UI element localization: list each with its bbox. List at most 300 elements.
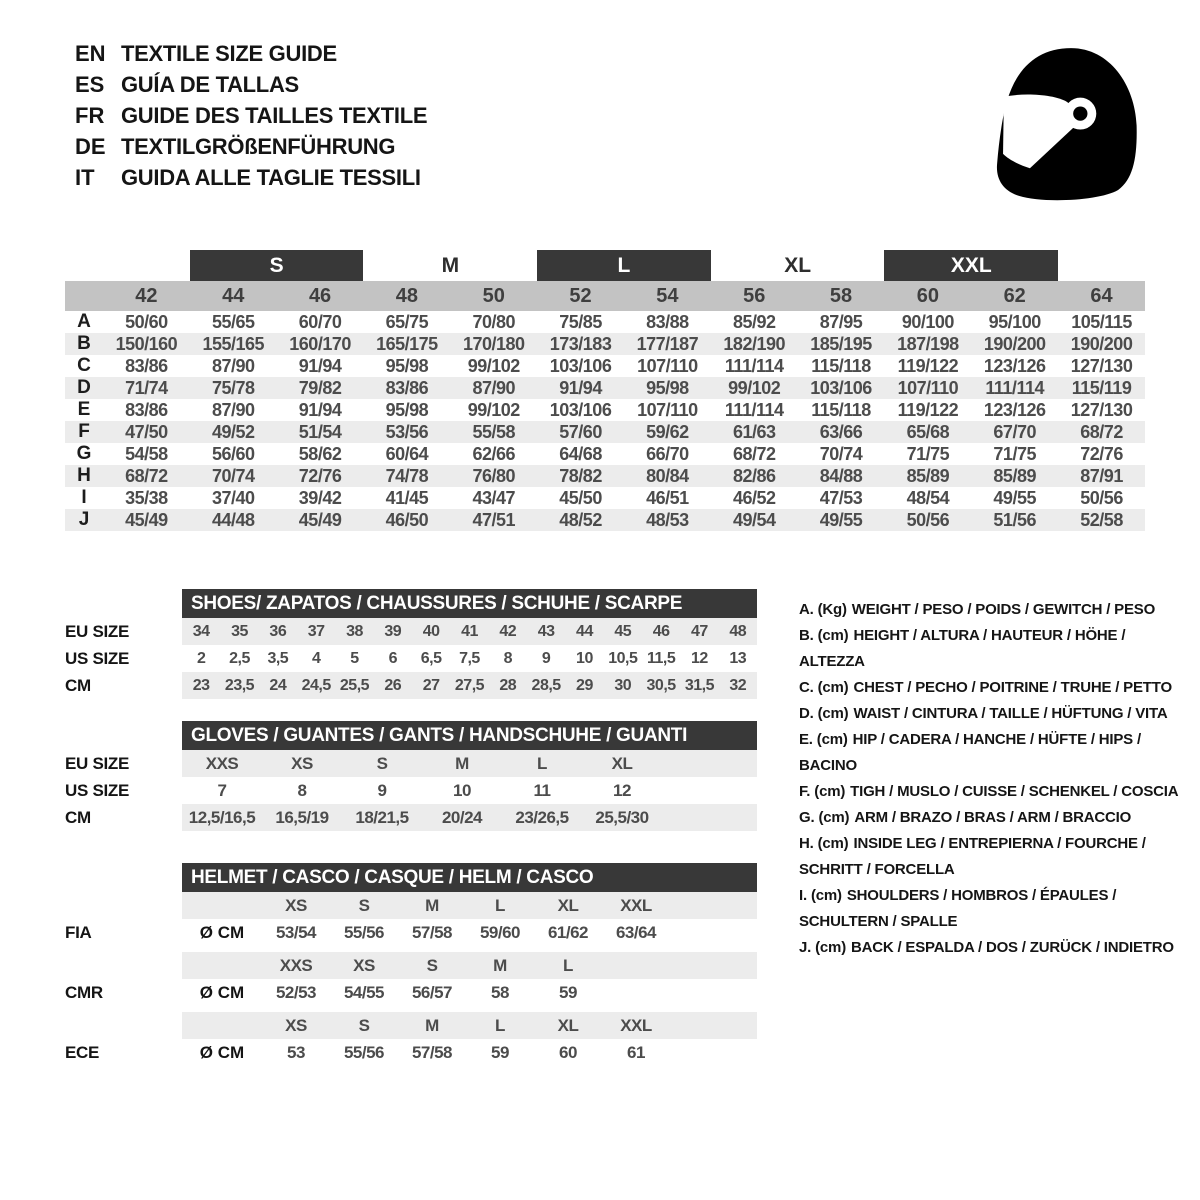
- helmet-size-cell: 57/58: [411, 1042, 453, 1062]
- size-value-cell: 48/54: [906, 487, 950, 508]
- legend-text: ARM / BRAZO / BRAS / ARM / BRACCIO: [854, 809, 1132, 826]
- size-value-cell: 107/110: [637, 355, 698, 376]
- shoes-size-cell: 26: [374, 672, 412, 699]
- size-value-cell: 111/114: [724, 355, 784, 376]
- size-column-header: 58: [798, 281, 885, 311]
- size-value-cell: 62/66: [472, 443, 515, 464]
- size-value-cell: 119/122: [897, 399, 959, 420]
- helmet-size-cell: 53/54: [275, 922, 317, 942]
- measurement-row-label: J: [65, 509, 103, 531]
- language-code: IT: [75, 165, 95, 190]
- shoes-size-cell: 24: [259, 672, 297, 699]
- size-value-cell: 83/86: [125, 399, 168, 420]
- size-value-cell: 51/54: [277, 421, 364, 443]
- helmet-size-cell: 56/57: [411, 982, 453, 1002]
- title-spacer: [65, 589, 182, 618]
- size-value-cell: 50/60: [125, 311, 168, 332]
- helmet-value-row: [65, 979, 757, 1006]
- size-row: [65, 777, 757, 804]
- size-value-cell: 54/58: [125, 443, 168, 464]
- size-value-cell: 49/52: [190, 421, 277, 443]
- size-group-label: XL: [784, 253, 812, 277]
- gloves-size-cell: XS: [262, 750, 342, 777]
- size-row: [65, 618, 757, 645]
- measurement-row-label: G: [76, 443, 92, 464]
- size-value-cell: 99/102: [467, 355, 520, 376]
- size-row: [65, 672, 757, 699]
- helmet-size-header: M: [398, 892, 466, 919]
- size-column-header: 56: [711, 281, 798, 311]
- helmet-size-cell: 54/55: [343, 982, 385, 1002]
- helmet-unit-label: Ø CM: [199, 922, 245, 942]
- size-value-cell: 170/180: [450, 333, 537, 355]
- size-value-cell: 105/115: [1071, 311, 1132, 332]
- measurement-row: [65, 355, 1145, 377]
- size-value-cell: 49/55: [798, 509, 885, 531]
- size-value-cell: 46/52: [732, 487, 776, 508]
- shoes-size-cell: 39: [374, 618, 412, 645]
- size-value-cell: 115/118: [811, 355, 871, 376]
- size-number-spacer: [65, 281, 103, 311]
- size-value-cell: 123/126: [983, 355, 1046, 376]
- shoes-size-cell: 6: [388, 649, 397, 667]
- legend-key: H.: [799, 835, 814, 852]
- gloves-size-cell: 9: [377, 780, 387, 800]
- helmet-size-cell: 61: [627, 1042, 645, 1062]
- shoes-size-cell: 44: [565, 618, 603, 645]
- size-value-cell: 103/106: [798, 377, 885, 399]
- section-title-bar: HELMET / CASCO / CASQUE / HELM / CASCO: [182, 863, 757, 892]
- size-group-label: M: [441, 253, 460, 277]
- guide-title: TEXTILE SIZE GUIDE: [121, 41, 337, 66]
- gloves-size-section: [65, 721, 757, 831]
- measurement-row: [65, 487, 1145, 509]
- size-value-cell: 85/89: [884, 465, 971, 487]
- shoes-size-cell: 27,5: [450, 672, 488, 699]
- legend-key: I.: [799, 887, 807, 904]
- helmet-size-cell: 55/56: [343, 922, 385, 942]
- helmet-value-row: [65, 919, 757, 946]
- shoes-size-cell: 2,5: [229, 649, 250, 667]
- shoes-size-cell: 7,5: [459, 649, 480, 667]
- helmet-size-header: S: [330, 1012, 398, 1039]
- helmet-size-header: XS: [330, 952, 398, 979]
- guide-title: GUÍA DE TALLAS: [121, 72, 299, 97]
- size-value-cell: 99/102: [711, 377, 798, 399]
- guide-title: GUIDA ALLE TAGLIE TESSILI: [121, 165, 421, 190]
- size-value-cell: 55/65: [211, 311, 255, 332]
- language-code: FR: [75, 103, 105, 128]
- helmet-size-cell: 52/53: [275, 982, 317, 1002]
- size-value-cell: 95/98: [624, 377, 711, 399]
- language-code: EN: [75, 41, 106, 66]
- size-value-cell: 70/74: [190, 465, 277, 487]
- size-value-cell: 115/119: [1058, 377, 1145, 399]
- size-value-cell: 37/40: [211, 487, 255, 508]
- helmet-size-header: XXL: [602, 1012, 670, 1039]
- shoes-size-cell: 45: [604, 618, 642, 645]
- legend-text: TIGH / MUSLO / CUISSE / SCHENKEL / COSCIA: [850, 783, 1179, 800]
- shoes-size-cell: 4: [311, 649, 321, 667]
- size-column-header: 54: [624, 281, 711, 311]
- size-value-cell: 63/66: [798, 421, 885, 443]
- helmet-size-cell: 63/64: [615, 922, 657, 942]
- shoes-size-cell: 42: [489, 618, 527, 645]
- helmet-size-cell: 59: [491, 1042, 509, 1062]
- shoes-size-cell: 43: [527, 618, 565, 645]
- gloves-size-cell: [662, 750, 757, 777]
- size-value-cell: 190/200: [1058, 333, 1145, 355]
- measurement-row-label: F: [65, 421, 103, 443]
- guide-title: GUIDE DES TAILLES TEXTILE: [121, 103, 428, 128]
- legend-unit: (cm): [814, 783, 846, 800]
- size-value-cell: 115/118: [811, 399, 871, 420]
- size-group-row: [65, 250, 1145, 281]
- legend-unit: (Kg): [817, 601, 847, 618]
- size-value-cell: 103/106: [549, 355, 612, 376]
- shoes-size-cell: 35: [220, 618, 258, 645]
- legend-unit: (cm): [818, 809, 850, 826]
- size-value-cell: 50/56: [884, 509, 971, 531]
- size-value-cell: 190/200: [971, 333, 1058, 355]
- shoes-size-cell: 6,5: [420, 649, 442, 667]
- size-row: [65, 645, 757, 672]
- measurement-row-label: D: [65, 377, 103, 399]
- gloves-size-cell: S: [342, 750, 422, 777]
- helmet-value-row: [65, 1039, 757, 1066]
- legend-text: CHEST / PECHO / POITRINE / TRUHE / PETTO: [853, 679, 1172, 696]
- size-group-spacer: [65, 250, 103, 281]
- size-group-label: [103, 250, 190, 281]
- measurement-row: [65, 443, 1145, 465]
- accessory-size-tables: [65, 589, 757, 1066]
- size-row: [65, 804, 757, 831]
- size-value-cell: 41/45: [385, 487, 429, 508]
- gloves-size-cell: 11: [533, 780, 551, 800]
- helmet-filler-cell: [670, 1012, 757, 1039]
- helmet-unit-spacer: [182, 952, 262, 979]
- helmet-size-header: S: [398, 952, 466, 979]
- size-value-cell: 46/50: [363, 509, 450, 531]
- textile-size-table: [65, 250, 1145, 531]
- size-value-cell: 91/94: [298, 355, 342, 376]
- helmet-size-header: XL: [534, 892, 602, 919]
- size-value-cell: 39/42: [298, 487, 342, 508]
- size-value-cell: 177/187: [624, 333, 711, 355]
- size-value-cell: 103/106: [549, 399, 612, 420]
- gloves-size-cell: 18/21,5: [342, 804, 422, 831]
- size-value-cell: 47/53: [819, 487, 863, 508]
- gloves-size-cell: 8: [297, 780, 307, 800]
- size-value-cell: 65/68: [884, 421, 971, 443]
- size-value-cell: 71/74: [103, 377, 190, 399]
- shoes-size-cell: 30: [604, 672, 642, 699]
- helmet-size-spacer: [65, 892, 182, 919]
- size-system-label: CM: [65, 675, 91, 695]
- size-group-label: L: [537, 250, 711, 281]
- size-value-cell: 84/88: [798, 465, 885, 487]
- shoes-size-cell: 46: [642, 618, 680, 645]
- size-column-header: 60: [884, 281, 971, 311]
- legend-item: [799, 623, 1181, 675]
- helmet-size-header: [602, 952, 670, 979]
- gloves-size-cell: [662, 804, 757, 831]
- size-value-cell: 83/86: [363, 377, 450, 399]
- size-value-cell: 150/160: [103, 333, 190, 355]
- helmet-table: [65, 863, 757, 1066]
- size-row: [65, 750, 757, 777]
- gloves-size-cell: 12: [613, 780, 631, 800]
- size-value-cell: 45/49: [103, 509, 190, 531]
- legend-unit: (cm): [817, 627, 849, 644]
- size-value-cell: 58/62: [298, 443, 342, 464]
- size-value-cell: 72/76: [1080, 443, 1123, 464]
- measurement-row: [65, 377, 1145, 399]
- legend-text: HEIGHT / ALTURA / HAUTEUR / HÖHE / ALTEZZA: [799, 627, 1126, 670]
- legend-unit: (cm): [815, 939, 846, 956]
- helmet-size-cell: 59/60: [479, 922, 521, 942]
- helmet-size-header: L: [466, 1012, 534, 1039]
- size-value-cell: 60/70: [298, 311, 342, 332]
- size-value-cell: 123/126: [983, 399, 1046, 420]
- size-value-cell: 48/53: [624, 509, 711, 531]
- helmet-size-cell: 60: [559, 1042, 577, 1062]
- helmet-filler-cell: [670, 1039, 757, 1066]
- legend-text: SHOULDERS / HOMBROS / ÉPAULES / SCHULTERN / SPALLE: [799, 887, 1117, 930]
- gloves-size-cell: XL: [582, 750, 662, 777]
- shoes-size-cell: 9: [541, 649, 551, 667]
- helmet-size-cell: 57/58: [411, 922, 453, 942]
- legend-item: [799, 779, 1181, 805]
- legend-unit: (cm): [817, 705, 849, 722]
- legend-text: BACK / ESPALDA / DOS / ZURÜCK / INDIETRO: [851, 939, 1174, 956]
- size-value-cell: 83/88: [646, 311, 689, 332]
- guide-title: TEXTILGRÖßENFÜHRUNG: [121, 134, 396, 159]
- size-value-cell: 185/195: [798, 333, 885, 355]
- shoes-size-cell: 10,5: [608, 649, 638, 667]
- measurement-row: [65, 399, 1145, 421]
- size-value-cell: 46/51: [646, 487, 689, 508]
- size-value-cell: 80/84: [624, 465, 711, 487]
- size-value-cell: 67/70: [971, 421, 1058, 443]
- size-column-header: 46: [277, 281, 364, 311]
- section-title-row: [65, 721, 757, 750]
- size-value-cell: 52/58: [1058, 509, 1145, 531]
- size-value-cell: 119/122: [897, 355, 959, 376]
- size-value-cell: 82/86: [711, 465, 798, 487]
- helmet-filler-cell: [670, 919, 757, 946]
- page-header: [0, 0, 1200, 206]
- measurement-row: [65, 509, 1145, 531]
- helmet-size-header: L: [466, 892, 534, 919]
- gloves-size-cell: M: [422, 750, 502, 777]
- shoes-size-cell: 12: [691, 649, 708, 667]
- legend-unit: (cm): [817, 835, 849, 852]
- helmet-size-header: M: [398, 1012, 466, 1039]
- language-row: [75, 100, 427, 131]
- size-value-cell: 107/110: [884, 377, 971, 399]
- size-value-cell: 71/75: [993, 443, 1036, 464]
- helmet-size-header: XL: [534, 1012, 602, 1039]
- size-value-cell: 87/91: [1058, 465, 1145, 487]
- size-value-cell: 65/75: [385, 311, 429, 332]
- size-value-cell: 75/85: [559, 311, 602, 332]
- measurement-row: [65, 333, 1145, 355]
- legend-key: D.: [799, 705, 814, 722]
- language-row: [75, 38, 427, 69]
- size-value-cell: 53/56: [363, 421, 450, 443]
- helmet-filler-cell: [670, 892, 757, 919]
- shoes-size-cell: 3,5: [267, 649, 289, 667]
- size-value-cell: 60/64: [385, 443, 429, 464]
- size-value-cell: 95/98: [385, 355, 429, 376]
- helmet-size-section: [65, 863, 757, 1066]
- legend-item: [799, 831, 1181, 883]
- helmet-standard-label: ECE: [65, 1042, 100, 1062]
- size-value-cell: 68/72: [1058, 421, 1145, 443]
- helmet-size-cell: 58: [491, 982, 509, 1002]
- language-code: DE: [75, 134, 106, 159]
- legend-text: INSIDE LEG / ENTREPIERNA / FOURCHE / SCHRITT / FORCELLA: [799, 835, 1146, 878]
- legend-item: [799, 597, 1181, 623]
- measurement-row: [65, 421, 1145, 443]
- helmet-size-header-row: [65, 1012, 757, 1039]
- measurement-row: [65, 311, 1145, 333]
- gloves-size-cell: 12,5/16,5: [182, 804, 262, 831]
- legend-text: WAIST / CINTURA / TAILLE / HÜFTUNG / VITA: [853, 705, 1168, 722]
- section-title-row: [65, 589, 757, 618]
- size-value-cell: 85/89: [971, 465, 1058, 487]
- size-value-cell: 50/56: [1080, 487, 1123, 508]
- legend-item: [799, 805, 1181, 831]
- size-value-cell: 99/102: [467, 399, 520, 420]
- size-value-cell: 182/190: [711, 333, 798, 355]
- size-value-cell: 127/130: [1070, 399, 1133, 420]
- size-value-cell: 49/54: [711, 509, 798, 531]
- size-value-cell: 111/114: [724, 399, 784, 420]
- size-system-label: EU SIZE: [65, 753, 130, 773]
- size-value-cell: 87/90: [211, 355, 255, 376]
- legend-key: A.: [799, 601, 814, 618]
- size-system-label: EU SIZE: [65, 621, 130, 641]
- size-value-cell: 160/170: [277, 333, 364, 355]
- helmet-size-header: XXS: [262, 952, 330, 979]
- size-column-header: 44: [190, 281, 277, 311]
- shoes-table: [65, 589, 757, 699]
- size-group-label: S: [190, 250, 364, 281]
- measurement-legend: [799, 589, 1181, 1066]
- shoes-size-cell: 29: [565, 672, 603, 699]
- size-value-cell: 68/72: [732, 443, 776, 464]
- gloves-size-cell: [662, 777, 757, 804]
- legend-unit: (cm): [810, 887, 842, 904]
- shoes-size-cell: 40: [412, 618, 450, 645]
- section-title-row: [65, 863, 757, 892]
- shoes-size-cell: 23: [182, 672, 220, 699]
- size-value-cell: 83/86: [125, 355, 168, 376]
- shoes-size-cell: 24,5: [297, 672, 335, 699]
- helmet-standard-label: CMR: [65, 982, 103, 1002]
- size-group-label: XXL: [884, 250, 1058, 281]
- legend-key: B.: [799, 627, 814, 644]
- size-value-cell: 59/62: [624, 421, 711, 443]
- shoes-size-cell: 23,5: [220, 672, 258, 699]
- size-column-header: 48: [363, 281, 450, 311]
- legend-item: [799, 701, 1181, 727]
- helmet-unit-label: Ø CM: [199, 982, 245, 1002]
- shoes-size-section: [65, 589, 757, 699]
- legend-item: [799, 883, 1181, 935]
- shoes-size-cell: 25,5: [335, 672, 373, 699]
- size-value-cell: 87/95: [819, 311, 863, 332]
- helmet-size-header: S: [330, 892, 398, 919]
- size-value-cell: 57/60: [537, 421, 624, 443]
- helmet-size-cell: 53: [287, 1042, 305, 1062]
- size-value-cell: 70/80: [472, 311, 515, 332]
- size-value-cell: 43/47: [472, 487, 515, 508]
- legend-item: [799, 935, 1181, 961]
- helmet-size-cell: 61/62: [547, 922, 589, 942]
- helmet-size-header-row: [65, 952, 757, 979]
- shoes-size-cell: 30,5: [642, 672, 680, 699]
- helmet-size-header: XS: [262, 1012, 330, 1039]
- legend-text: HIP / CADERA / HANCHE / HÜFTE / HIPS / BACINO: [799, 731, 1141, 774]
- size-value-cell: 49/55: [993, 487, 1036, 508]
- size-value-cell: 44/48: [190, 509, 277, 531]
- size-value-cell: 85/92: [732, 311, 776, 332]
- shoes-size-cell: 38: [335, 618, 373, 645]
- gloves-size-cell: L: [502, 750, 582, 777]
- size-value-cell: 56/60: [211, 443, 255, 464]
- helmet-size-header: XS: [262, 892, 330, 919]
- size-value-cell: 35/38: [125, 487, 168, 508]
- legend-item: [799, 675, 1181, 701]
- shoes-size-cell: 48: [719, 618, 757, 645]
- section-title-bar: GLOVES / GUANTES / GANTS / HANDSCHUHE / GUANTI: [182, 721, 757, 750]
- legend-unit: (cm): [817, 679, 849, 696]
- legend-key: G.: [799, 809, 815, 826]
- shoes-size-cell: 47: [680, 618, 718, 645]
- helmet-size-spacer: [65, 952, 182, 979]
- size-value-cell: 127/130: [1070, 355, 1133, 376]
- helmet-unit-spacer: [182, 892, 262, 919]
- size-column-header: 52: [537, 281, 624, 311]
- size-system-label: CM: [65, 807, 91, 827]
- helmet-size-header-row: [65, 892, 757, 919]
- size-value-cell: 45/50: [559, 487, 602, 508]
- language-row: [75, 69, 427, 100]
- measurement-row-label: B: [65, 333, 103, 355]
- size-value-cell: 74/78: [363, 465, 450, 487]
- helmet-unit-spacer: [182, 1012, 262, 1039]
- title-spacer: [65, 721, 182, 750]
- legend-key: F.: [799, 783, 811, 800]
- helmet-filler-cell: [670, 979, 757, 1006]
- gloves-size-cell: 10: [453, 780, 471, 800]
- legend-unit: (cm): [816, 731, 848, 748]
- helmet-size-cell: [602, 979, 670, 1006]
- measurement-row: [65, 465, 1145, 487]
- helmet-size-header: M: [466, 952, 534, 979]
- shoes-size-cell: 11,5: [646, 649, 676, 667]
- size-value-cell: 87/90: [450, 377, 537, 399]
- language-row: [75, 162, 427, 193]
- size-value-cell: 75/78: [190, 377, 277, 399]
- size-group-label: [1058, 250, 1145, 281]
- shoes-size-cell: 28: [489, 672, 527, 699]
- shoes-size-cell: 34: [182, 618, 220, 645]
- language-code: ES: [75, 72, 105, 97]
